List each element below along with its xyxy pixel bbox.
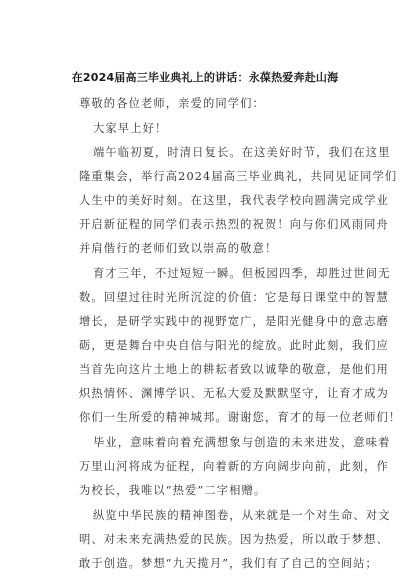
body-line: 砺，更是舞台中央自信与阳光的绽放。此时此刻，我们应: [79, 339, 389, 352]
body-line: 你们一生所爱的精神城邦。谢谢您，育才的每一位老师们！: [79, 411, 402, 424]
body-line: 并肩偕行的老师们致以崇高的敬意！: [79, 242, 278, 255]
document-title: 在2024届高三毕业典礼上的讲话：永葆热爱奔赴山海: [71, 71, 339, 84]
greeting-line: 大家早上好！: [93, 122, 168, 135]
body-line: 明、对未来充满热爱的民族。因为热爱，所以敢于梦想、: [79, 533, 389, 546]
salutation-line: 尊敬的各位老师，亲爱的同学们：: [79, 97, 265, 110]
body-line: 数。回望过往时光所沉淀的价值：它是每日课堂中的智慧: [79, 291, 389, 304]
body-line: 人生中的美好时刻。在这里，我代表学校向圆满完成学业: [79, 194, 389, 207]
body-line: 增长，是研学实践中的视野宽广，是阳光健身中的意志磨: [79, 315, 389, 328]
body-line: 育才三年，不过短短一瞬。但板园四季，却胜过世间无: [93, 267, 391, 280]
body-line: 万里山河将成为征程，向着新的方向阔步向前，此刻，作: [79, 460, 389, 473]
body-line: 开启新征程的同学们表示热烈的祝贺！向与你们风雨同舟: [79, 218, 389, 231]
body-line: 为校长，我唯以“热爱”二字相赠。: [79, 484, 267, 497]
body-line: 当首先向这片土地上的耕耘者致以诚挚的敬意，是他们用: [79, 363, 389, 376]
body-line: 隆重集会，举行高2024届高三毕业典礼，共同见证同学们: [79, 170, 398, 183]
body-line: 端午临初夏，时清日复长。在这美好时节，我们在这里: [93, 146, 391, 159]
body-line: 敢于创造。梦想“九天揽月”，我们有了自己的空间站；: [79, 557, 378, 570]
body-line: 纵览中华民族的精神图卷，从来就是一个对生命、对文: [93, 509, 391, 522]
body-line: 炽热情怀、渊博学识、无私大爱及默默坚守，让育才成为: [79, 387, 389, 400]
body-line: 毕业，意味着向着充满想象与创造的未来进发，意味着: [93, 436, 391, 449]
